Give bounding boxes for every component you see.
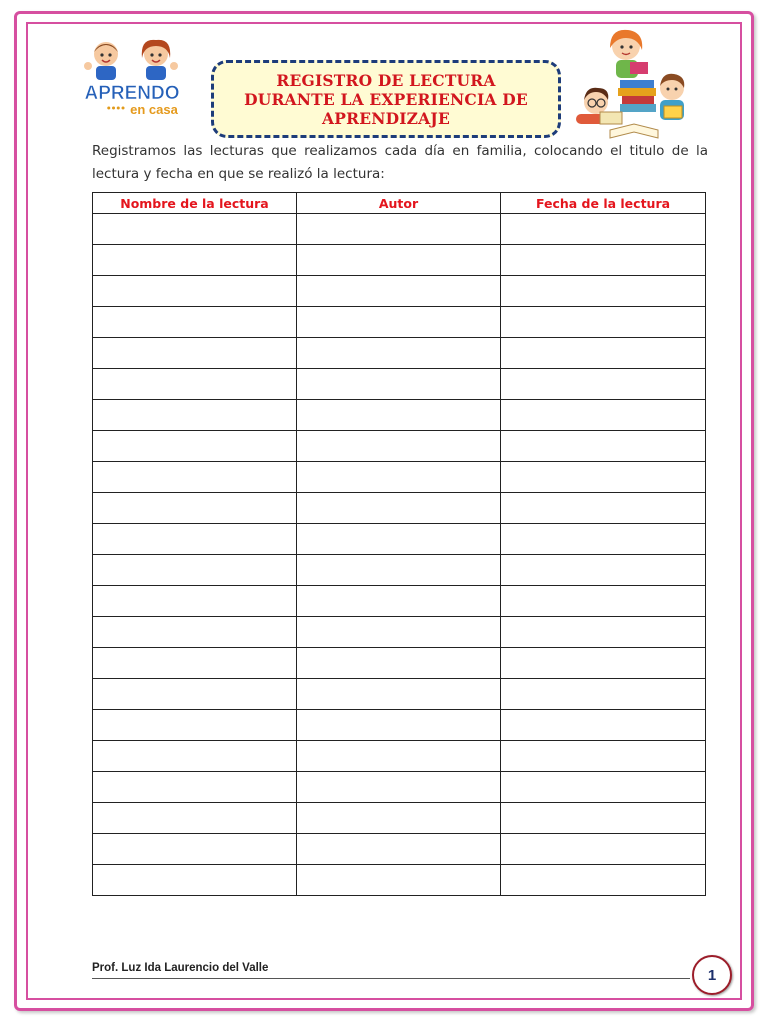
table-row (93, 772, 706, 803)
reading-name-cell (93, 431, 297, 462)
reading-date-cell (501, 865, 706, 896)
author-cell (297, 276, 501, 307)
author-cell (297, 617, 501, 648)
table-row (93, 803, 706, 834)
footer-divider (92, 978, 690, 979)
reading-date-cell (501, 431, 706, 462)
header-author: Autor (297, 193, 501, 214)
table-row (93, 276, 706, 307)
author-cell (297, 431, 501, 462)
author-cell (297, 834, 501, 865)
reading-name-cell (93, 586, 297, 617)
reading-date-cell (501, 803, 706, 834)
author-cell (297, 369, 501, 400)
reading-name-cell (93, 617, 297, 648)
author-cell (297, 679, 501, 710)
reading-name-cell (93, 338, 297, 369)
table-row (93, 865, 706, 896)
author-cell (297, 555, 501, 586)
author-cell (297, 245, 501, 276)
table-row (93, 679, 706, 710)
table-row (93, 710, 706, 741)
reading-name-cell (93, 493, 297, 524)
table-row (93, 400, 706, 431)
reading-date-cell (501, 524, 706, 555)
author-cell (297, 803, 501, 834)
reading-name-cell (93, 369, 297, 400)
table-row (93, 648, 706, 679)
author-cell (297, 338, 501, 369)
page-number: 1 (692, 955, 732, 995)
footer-author: Prof. Luz Ida Laurencio del Valle (92, 962, 269, 974)
table-body (93, 214, 706, 896)
reading-date-cell (501, 648, 706, 679)
reading-name-cell (93, 555, 297, 586)
table-row (93, 524, 706, 555)
reading-name-cell (93, 865, 297, 896)
aprendo-en-casa-logo (76, 36, 188, 120)
title-box (211, 60, 561, 138)
reading-date-cell (501, 679, 706, 710)
table-row (93, 834, 706, 865)
reading-name-cell (93, 803, 297, 834)
reading-date-cell (501, 245, 706, 276)
author-cell (297, 493, 501, 524)
table-row (93, 431, 706, 462)
reading-date-cell (501, 493, 706, 524)
reading-date-cell (501, 276, 706, 307)
author-cell (297, 586, 501, 617)
reading-name-cell (93, 710, 297, 741)
author-cell (297, 772, 501, 803)
table-header-row (93, 193, 706, 214)
reading-date-cell (501, 462, 706, 493)
logo-word-aprendo: APRENDO (84, 83, 180, 104)
reading-name-cell (93, 276, 297, 307)
reading-date-cell (501, 834, 706, 865)
table-row (93, 555, 706, 586)
reading-name-cell (93, 741, 297, 772)
table-row (93, 586, 706, 617)
header-reading-date: Fecha de la lectura (501, 193, 706, 214)
reading-name-cell (93, 679, 297, 710)
reading-name-cell (93, 400, 297, 431)
author-cell (297, 741, 501, 772)
reading-date-cell (501, 772, 706, 803)
reading-date-cell (501, 741, 706, 772)
title-line-1: REGISTRO DE LECTURA (276, 70, 496, 90)
reading-date-cell (501, 400, 706, 431)
reading-name-cell (93, 772, 297, 803)
title-line-3: APRENDIZAJE (322, 108, 450, 128)
author-cell (297, 524, 501, 555)
reading-date-cell (501, 307, 706, 338)
reading-name-cell (93, 648, 297, 679)
table-row (93, 617, 706, 648)
author-cell (297, 648, 501, 679)
author-cell (297, 214, 501, 245)
author-cell (297, 865, 501, 896)
reading-date-cell (501, 555, 706, 586)
reading-name-cell (93, 307, 297, 338)
table-row (93, 338, 706, 369)
author-cell (297, 307, 501, 338)
reading-date-cell (501, 710, 706, 741)
reading-name-cell (93, 462, 297, 493)
reading-date-cell (501, 617, 706, 648)
table-row (93, 493, 706, 524)
reading-date-cell (501, 338, 706, 369)
table-row (93, 462, 706, 493)
reading-date-cell (501, 369, 706, 400)
reading-name-cell (93, 245, 297, 276)
table-row (93, 741, 706, 772)
reading-name-cell (93, 524, 297, 555)
instructions-text: Registramos las lecturas que realizamos cada día en familia, colocando el titulo de la lectura y fecha en que se realizó la lectura: (92, 143, 708, 182)
reading-name-cell (93, 834, 297, 865)
author-cell (297, 400, 501, 431)
table-row (93, 245, 706, 276)
reading-log-table (92, 192, 706, 896)
table-row (93, 307, 706, 338)
logo-word-en-casa: en casa (130, 102, 178, 117)
logo-dots: ● ● ● ● (107, 105, 125, 110)
kids-reading-illustration (570, 26, 696, 144)
table-row (93, 369, 706, 400)
reading-date-cell (501, 586, 706, 617)
header-reading-name: Nombre de la lectura (93, 193, 297, 214)
author-cell (297, 710, 501, 741)
title-line-2: DURANTE LA EXPERIENCIA DE (244, 89, 528, 109)
reading-name-cell (93, 214, 297, 245)
table-row (93, 214, 706, 245)
reading-date-cell (501, 214, 706, 245)
author-cell (297, 462, 501, 493)
